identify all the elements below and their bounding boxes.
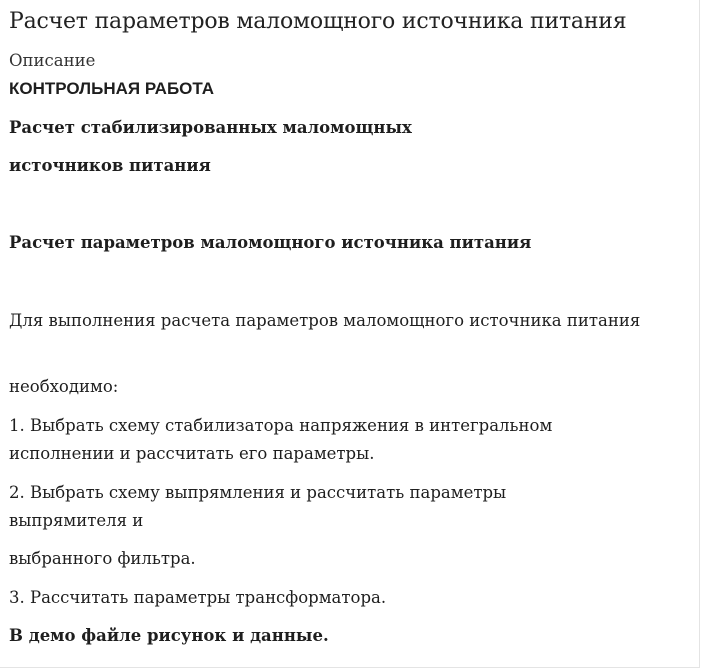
description-label: Описание (9, 51, 96, 70)
intro-paragraph-line2: необходимо: (9, 377, 119, 396)
step-2-line1: 2. Выбрать схему выпрямления и рассчитать параметры выпрямителя и (9, 483, 507, 530)
step-2-line2: выбранного фильтра. (9, 549, 196, 568)
heading-control-work: КОНТРОЛЬНАЯ РАБОТА (9, 79, 214, 98)
intro-paragraph-line1: Для выполнения расчета параметров маломощного источника питания (9, 311, 641, 330)
heading-stabilized-sources-line2: источников питания (9, 156, 211, 175)
page-title: Расчет параметров маломощного источника питания (9, 9, 627, 34)
heading-stabilized-sources-line1: Расчет стабилизированных маломощных (9, 118, 412, 137)
step-3: 3. Рассчитать параметры трансформатора. (9, 588, 387, 607)
demo-note: В демо файле рисунок и данные. (9, 626, 329, 645)
step-1: 1. Выбрать схему стабилизатора напряжения в интегральном исполнении и рассчитать его параметры. (9, 416, 553, 463)
heading-calculation: Расчет параметров маломощного источника питания (9, 233, 532, 252)
